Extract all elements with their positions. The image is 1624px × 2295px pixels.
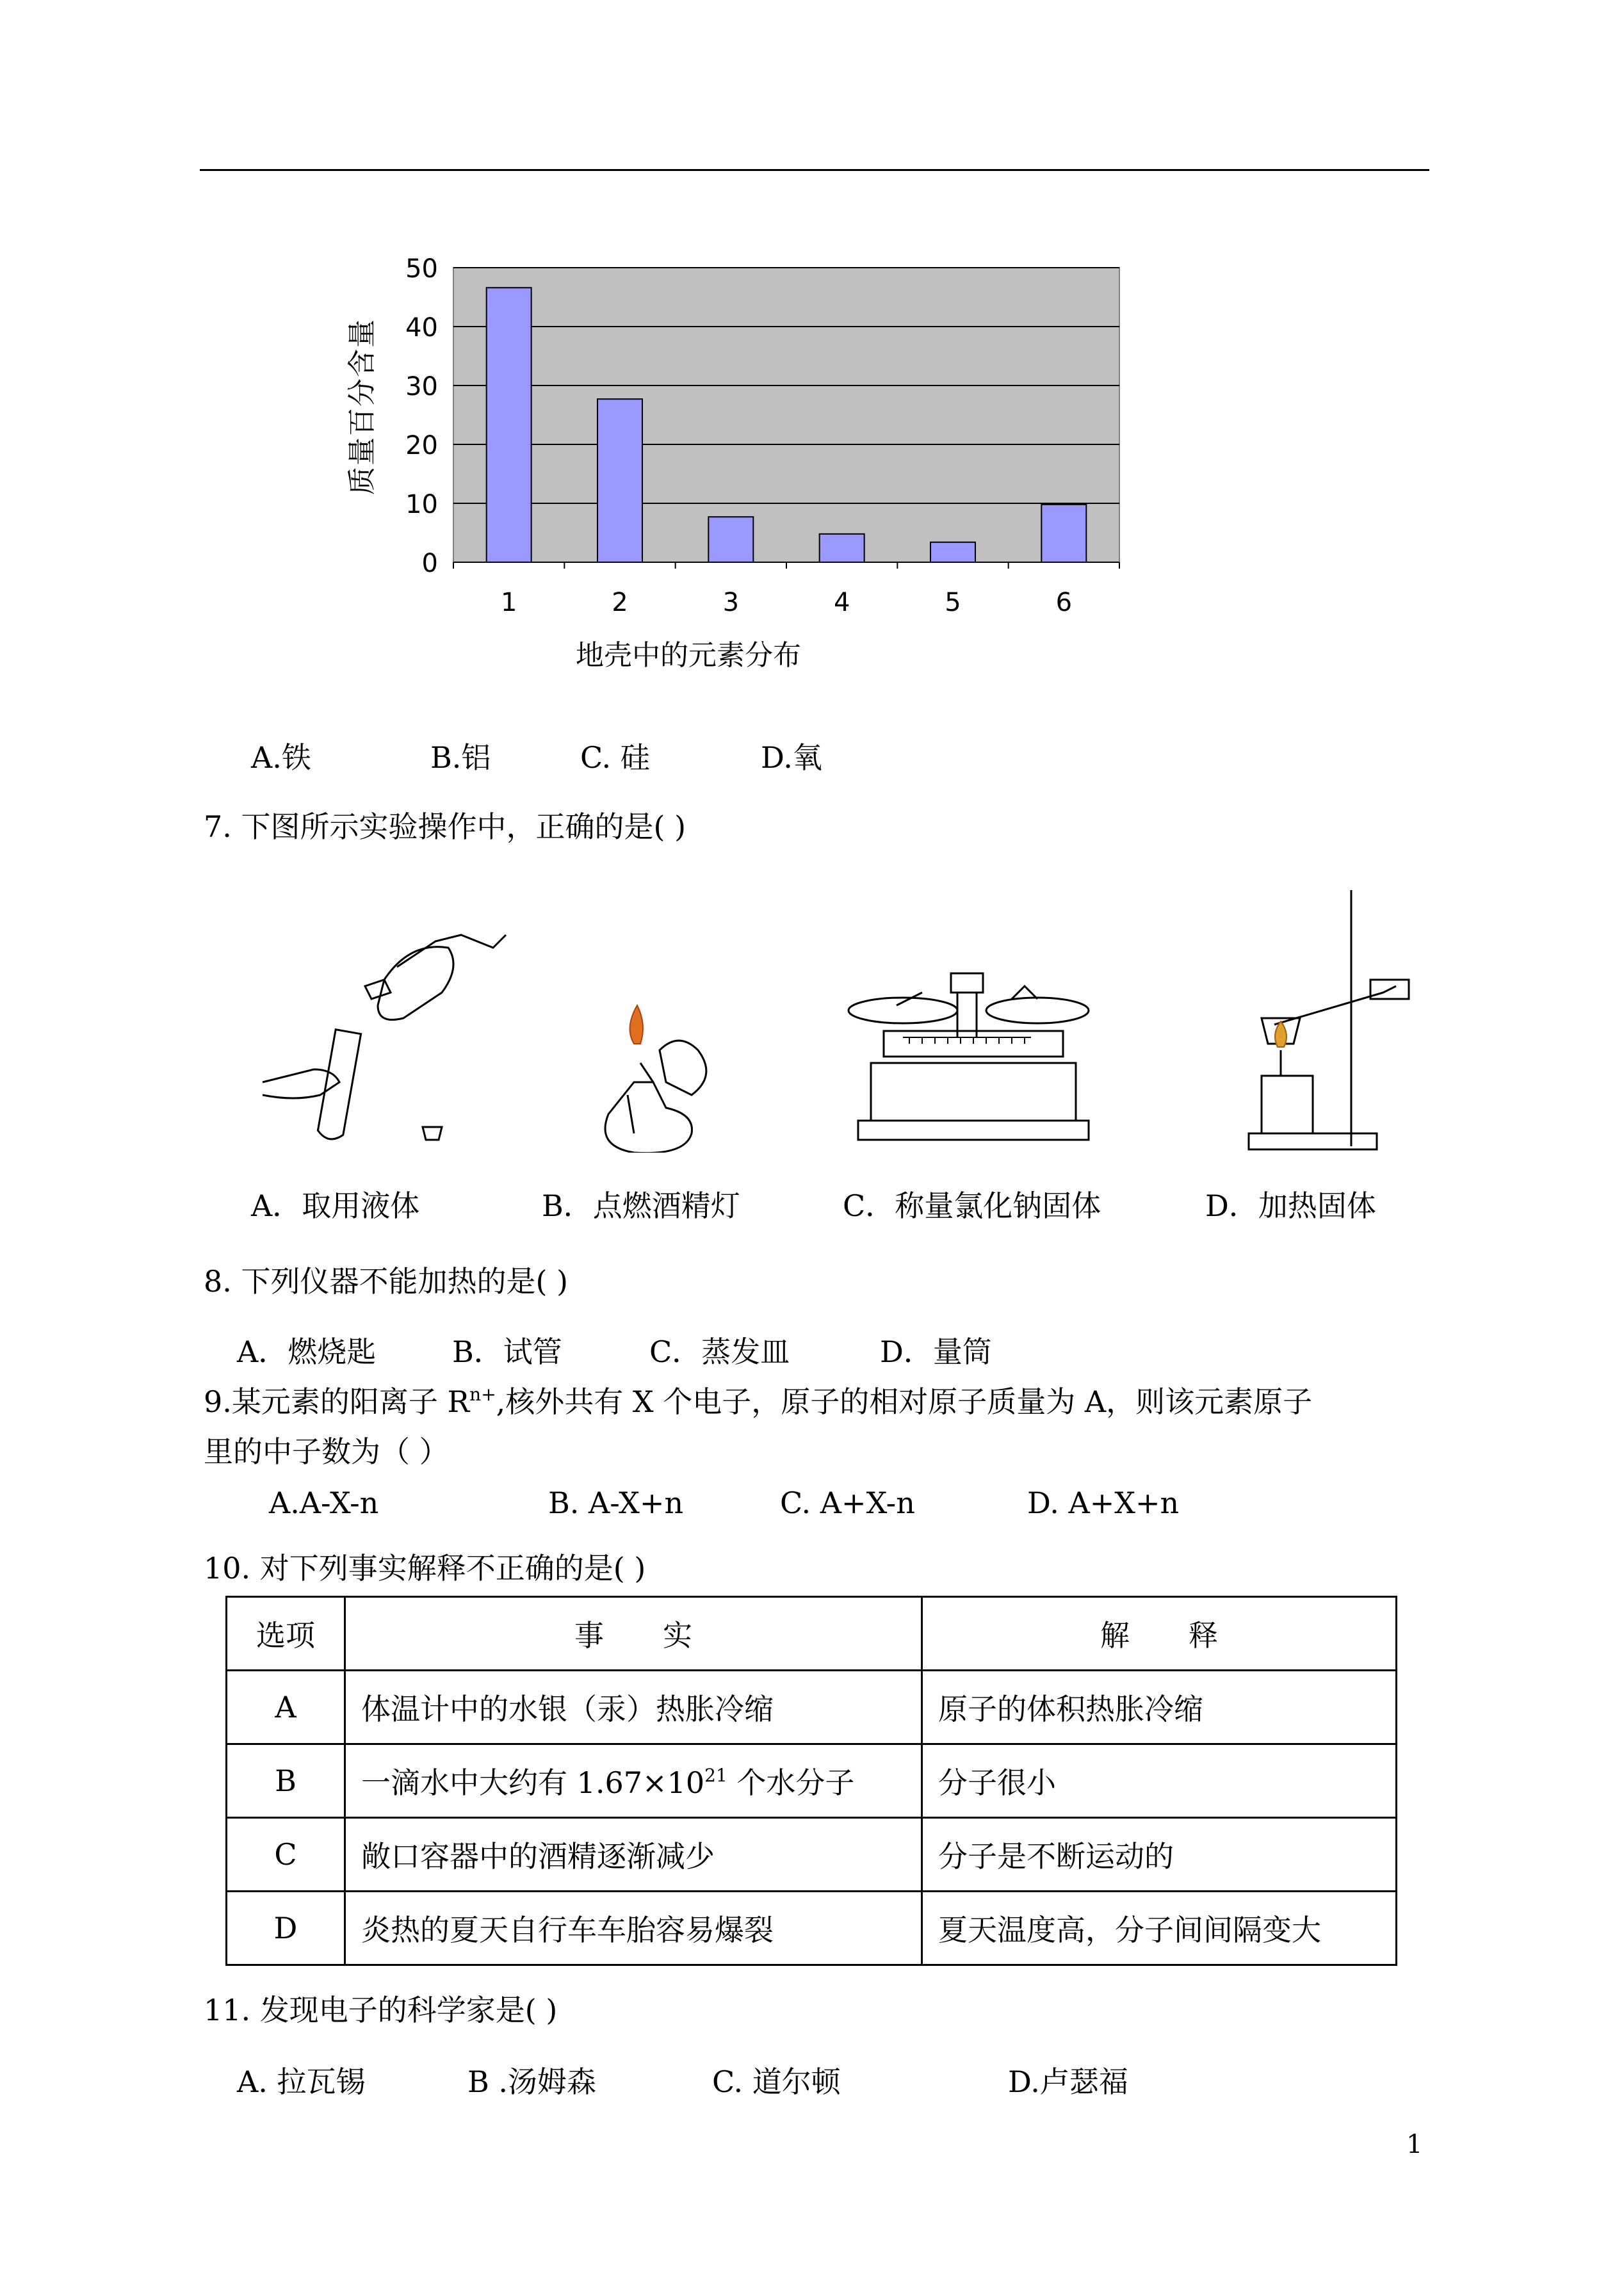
row-explanation: 分子是不断运动的 [922,1818,1397,1892]
q6-option-a: A.铁 [251,740,311,775]
header-fact: 事 实 [345,1597,922,1671]
table-row [227,1744,1397,1818]
row-explanation: 分子很小 [922,1744,1397,1818]
plot-area [453,268,1119,569]
q10-table [225,1596,1397,1966]
row-option: D [227,1892,345,1965]
q9-charge-superscript: n+ [469,1384,496,1405]
row-option: B [227,1744,345,1818]
q11-option-c: C. 道尔顿 [712,2064,841,2099]
row-fact-text-cont: 个水分子 [727,1765,855,1800]
q7-option-c: C．称量氯化钠固体 [843,1188,1101,1223]
bar [820,534,865,562]
x-tick-label: 3 [722,588,740,617]
q9-stem-text: 9.某元素的阳离子 R [204,1384,470,1419]
bar [708,517,753,562]
q7-option-d: D．加热固体 [1205,1188,1376,1223]
bar [1041,505,1086,562]
alcohol-lamp-illustration [589,999,743,1153]
y-tick-label: 0 [421,549,438,578]
q9-stem-line2: 里的中子数为（ ） [204,1434,449,1469]
q8-option-a: A．燃烧匙 [237,1334,377,1369]
balance-illustration [845,961,1101,1153]
row-fact: 体温计中的水银（汞）热胀冷缩 [345,1671,922,1744]
row-fact: 敞口容器中的酒精逐渐减少 [345,1818,922,1892]
q10-stem: 10. 对下列事实解释不正确的是( ) [204,1551,646,1585]
q9-stem-line1 [204,1384,1313,1419]
x-tick-label: 2 [612,588,628,617]
q6-option-b: B.铝 [430,740,491,775]
q9-option-d: D. A+X+n [1027,1486,1180,1520]
plot-background [453,268,1119,562]
q6-option-c: C. 硅 [580,740,650,775]
q11-option-b: B .汤姆森 [467,2064,597,2099]
exponent-superscript: 21 [704,1765,727,1786]
y-tick-label: 10 [405,490,438,519]
x-axis-label: 地壳中的元素分布 [576,639,801,672]
q7-option-b: B．点燃酒精灯 [542,1188,740,1223]
q7-option-a: A．取用液体 [251,1188,420,1223]
q9-option-c: C. A+X-n [780,1486,915,1520]
q6-option-d: D.氧 [761,740,822,775]
q7-stem: 7. 下图所示实验操作中，正确的是( ) [204,809,686,844]
pouring-liquid-illustration [256,922,525,1146]
row-explanation: 原子的体积热胀冷缩 [922,1671,1397,1744]
table-row [227,1818,1397,1892]
y-axis-label: 质量百分含量 [346,318,378,495]
table-header-row [227,1597,1397,1671]
q9-option-b: B. A-X+n [548,1486,684,1520]
q11-option-a: A. 拉瓦锡 [237,2064,366,2099]
q11-stem: 11. 发现电子的科学家是( ) [204,1993,558,2027]
row-option: A [227,1671,345,1744]
q11-option-d: D.卢瑟福 [1008,2064,1128,2099]
y-tick-label: 20 [405,431,438,460]
row-explanation: 夏天温度高，分子间间隔变大 [922,1892,1397,1965]
row-fact: 炎热的夏天自行车车胎容易爆裂 [345,1892,922,1965]
q8-option-b: B．试管 [452,1334,562,1369]
q9-option-a: A.A-X-n [269,1486,379,1520]
element-distribution-chart [333,243,1165,692]
y-tick-label: 30 [405,372,438,401]
x-tick-label: 1 [500,588,517,617]
table-row [227,1671,1397,1744]
bar [487,288,532,562]
header-rule [200,169,1429,171]
header-explanation: 解 释 [922,1597,1397,1671]
q8-option-c: C．蒸发皿 [649,1334,790,1369]
row-option: C [227,1818,345,1892]
header-option: 选项 [227,1597,345,1671]
table-row [227,1892,1397,1965]
row-fact-text: 一滴水中大约有 1.67×10 [361,1765,705,1800]
y-tick-label: 40 [405,313,438,343]
page-number: 1 [1406,2130,1423,2159]
y-tick-labels [405,254,438,578]
row-fact [345,1744,922,1818]
q9-stem-text-cont: ,核外共有 X 个电子，原子的相对原子质量为 A，则该元素原子 [496,1384,1313,1419]
heating-solid-illustration [1242,884,1434,1153]
q8-option-d: D．量筒 [880,1334,992,1369]
y-tick-label: 50 [405,254,438,284]
x-tick-label: 5 [945,588,961,617]
x-tick-label: 4 [833,588,850,617]
x-tick-labels [501,588,1072,617]
q8-stem: 8. 下列仪器不能加热的是( ) [204,1264,569,1299]
x-tick-label: 6 [1055,588,1073,617]
bar [930,542,975,562]
bar [597,399,642,562]
